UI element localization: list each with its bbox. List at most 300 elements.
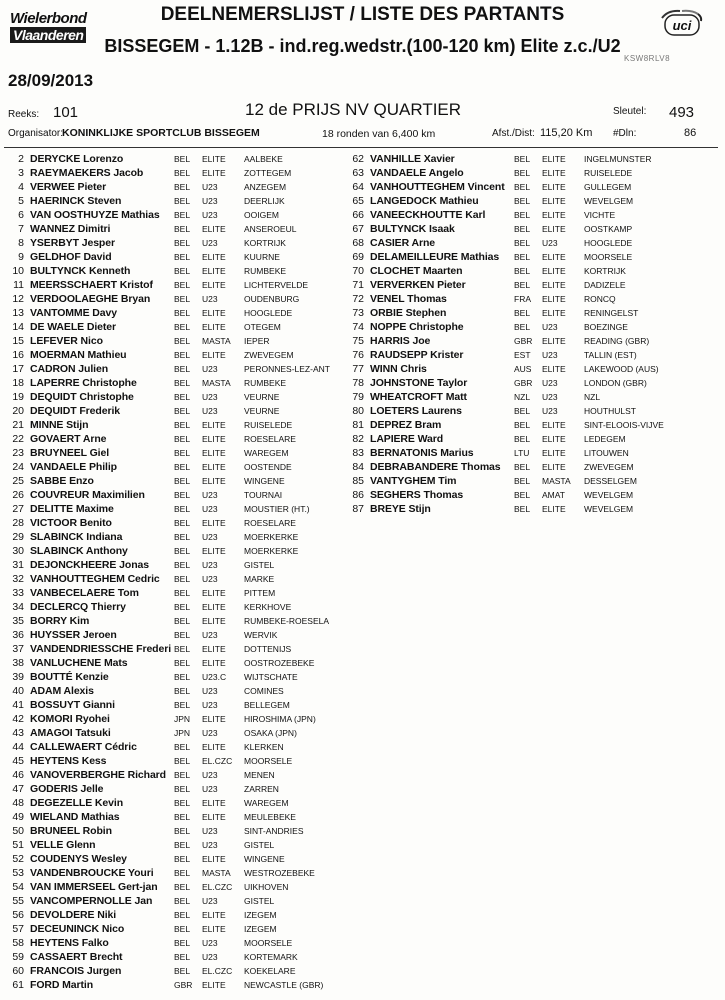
rider-club: MEULEBEKE	[244, 812, 296, 822]
sleutel-value: 493	[669, 104, 695, 121]
rider-name: VELLE Glenn	[30, 839, 96, 851]
rider-category: ELITE	[542, 462, 566, 472]
rider-category: ELITE	[202, 602, 226, 612]
rider-category: ELITE	[202, 518, 226, 528]
document-title: DEELNEMERSLIJST / LISTE DES PARTANTS	[160, 4, 565, 25]
rider-category: ELITE	[202, 798, 226, 808]
rider-number: 84	[352, 461, 364, 473]
rider-club: OOSTENDE	[244, 462, 292, 472]
rider-name: CASSAERT Brecht	[30, 951, 123, 963]
rider-category: ELITE	[202, 588, 226, 598]
rider-category: U23	[542, 322, 558, 332]
rider-name: DECLERCQ Thierry	[30, 601, 126, 613]
rider-number: 28	[12, 517, 24, 529]
rider-number: 80	[352, 405, 364, 417]
rider-club: WAREGEM	[244, 798, 289, 808]
rider-name: VANLUCHENE Mats	[30, 657, 128, 669]
rider-row	[0, 908, 364, 922]
rider-number: 18	[12, 377, 24, 389]
rider-number: 5	[18, 195, 24, 207]
rider-name: WANNEZ Dimitri	[30, 223, 111, 235]
rider-nationality: BEL	[174, 672, 191, 682]
rider-number: 39	[12, 671, 24, 683]
rider-category: ELITE	[202, 462, 226, 472]
rider-name: VANDENBROUCKE Youri	[30, 867, 154, 879]
rider-name: GOVAERT Arne	[30, 433, 107, 445]
rider-number: 3	[18, 167, 24, 179]
rider-name: WINN Chris	[370, 363, 427, 375]
rider-name: MINNE Stijn	[30, 419, 89, 431]
rider-name: VAN OOSTHUYZE Mathias	[30, 209, 160, 221]
rider-category: ELITE	[202, 980, 226, 990]
rider-nationality: BEL	[174, 308, 191, 318]
rider-row	[334, 222, 704, 236]
rider-row	[0, 600, 364, 614]
rider-club: IZEGEM	[244, 910, 277, 920]
rider-row	[0, 726, 364, 740]
rider-category: U23	[202, 700, 218, 710]
rider-row	[0, 390, 364, 404]
rider-number: 77	[352, 363, 364, 375]
rider-category: U23	[202, 392, 218, 402]
rider-club: OSAKA (JPN)	[244, 728, 297, 738]
rider-nationality: BEL	[174, 756, 191, 766]
rider-row	[0, 852, 364, 866]
rider-category: U23	[202, 364, 218, 374]
rider-nationality: BEL	[514, 252, 531, 262]
rider-name: CASIER Arne	[370, 237, 436, 249]
rider-category: MASTA	[202, 378, 231, 388]
rider-number: 62	[352, 153, 364, 165]
rider-club: GISTEL	[244, 840, 275, 850]
rider-category: ELITE	[202, 266, 226, 276]
rider-nationality: BEL	[174, 868, 191, 878]
laps-info: 18 ronden van 6,400 km	[322, 128, 436, 140]
rider-number: 27	[12, 503, 24, 515]
rider-row	[0, 516, 364, 530]
rider-row	[0, 348, 364, 362]
rider-number: 76	[352, 349, 364, 361]
rider-nationality: BEL	[514, 182, 531, 192]
rider-category: U23	[202, 196, 218, 206]
rider-category: U23	[542, 350, 558, 360]
rider-category: ELITE	[542, 294, 566, 304]
rider-nationality: BEL	[174, 322, 191, 332]
rider-row	[0, 306, 364, 320]
rider-nationality: EST	[514, 350, 531, 360]
rider-number: 31	[12, 559, 24, 571]
rider-nationality: BEL	[174, 952, 191, 962]
rider-nationality: BEL	[174, 700, 191, 710]
rider-number: 67	[352, 223, 364, 235]
rider-category: U23	[202, 490, 218, 500]
rider-nationality: BEL	[514, 476, 531, 486]
rider-club: RUMBEKE	[244, 266, 287, 276]
rider-nationality: BEL	[174, 896, 191, 906]
rider-nationality: BEL	[174, 294, 191, 304]
rider-name: DEJONCKHEERE Jonas	[30, 559, 149, 571]
rider-name: HARRIS Joe	[370, 335, 431, 347]
rider-name: KOMORI Ryohei	[30, 713, 110, 725]
rider-category: U23	[542, 392, 558, 402]
rider-club: KORTRIJK	[584, 266, 626, 276]
rider-nationality: BEL	[174, 616, 191, 626]
rider-nationality: BEL	[514, 168, 531, 178]
header-divider	[4, 147, 718, 148]
rider-name: GELDHOF David	[30, 251, 112, 263]
rider-number: 60	[12, 965, 24, 977]
rider-club: MOUSTIER (HT.)	[244, 504, 310, 514]
rider-number: 11	[13, 279, 24, 291]
rider-name: DELITTE Maxime	[30, 503, 114, 515]
rider-number: 35	[12, 615, 24, 627]
rider-name: BRUNEEL Robin	[30, 825, 112, 837]
rider-club: ZARREN	[244, 784, 279, 794]
rider-number: 72	[352, 293, 364, 305]
rider-club: KUURNE	[244, 252, 280, 262]
rider-row	[334, 404, 704, 418]
rider-nationality: BEL	[174, 742, 191, 752]
rider-club: IEPER	[244, 336, 270, 346]
rider-nationality: BEL	[174, 546, 191, 556]
rider-name: VANDAELE Philip	[30, 461, 117, 473]
rider-category: ELITE	[202, 812, 226, 822]
rider-number: 19	[12, 391, 24, 403]
rider-club: HOUTHULST	[584, 406, 636, 416]
rider-number: 26	[12, 489, 24, 501]
rider-row	[0, 152, 364, 166]
rider-nationality: BEL	[514, 154, 531, 164]
rider-number: 81	[352, 419, 364, 431]
rider-row	[334, 446, 704, 460]
rider-number: 86	[352, 489, 364, 501]
rider-number: 68	[352, 237, 364, 249]
rider-category: ELITE	[202, 644, 226, 654]
rider-club: ZWEVEGEM	[584, 462, 634, 472]
rider-category: ELITE	[542, 364, 566, 374]
rider-category: AMAT	[542, 490, 565, 500]
rider-nationality: NZL	[514, 392, 531, 402]
rider-nationality: GBR	[174, 980, 193, 990]
rider-nationality: JPN	[174, 714, 191, 724]
rider-number: 52	[12, 853, 24, 865]
rider-category: U23	[202, 686, 218, 696]
rider-name: CLOCHET Maarten	[370, 265, 463, 277]
rider-nationality: BEL	[174, 406, 191, 416]
rider-row	[334, 376, 704, 390]
rider-number: 48	[12, 797, 24, 809]
rider-number: 17	[12, 363, 24, 375]
rider-name: VANHILLE Xavier	[370, 153, 455, 165]
rider-nationality: BEL	[174, 658, 191, 668]
rider-nationality: BEL	[174, 182, 191, 192]
rider-row	[334, 180, 704, 194]
rider-nationality: BEL	[174, 910, 191, 920]
rider-number: 82	[352, 433, 364, 445]
rider-row	[334, 474, 704, 488]
rider-category: ELITE	[202, 910, 226, 920]
rider-category: ELITE	[202, 476, 226, 486]
rider-number: 66	[352, 209, 364, 221]
rider-category: MASTA	[202, 336, 231, 346]
rider-number: 16	[12, 349, 24, 361]
rider-club: MOORSELE	[584, 252, 633, 262]
rider-category: ELITE	[202, 448, 226, 458]
rider-category: ELITE	[202, 658, 226, 668]
rider-club: SINT-ANDRIES	[244, 826, 304, 836]
rider-name: VANEECKHOUTTE Karl	[370, 209, 486, 221]
rider-row	[334, 278, 704, 292]
rider-name: VANOVERBERGHE Richard	[30, 769, 166, 781]
rider-nationality: BEL	[174, 854, 191, 864]
rider-club: HOOGLEDE	[244, 308, 293, 318]
rider-row	[0, 418, 364, 432]
rider-nationality: BEL	[514, 504, 531, 514]
rider-category: U23	[202, 182, 218, 192]
rider-club: ROESELARE	[244, 434, 296, 444]
rider-club: READING (GBR)	[584, 336, 650, 346]
rider-row	[0, 180, 364, 194]
rider-number: 43	[12, 727, 24, 739]
rider-number: 8	[18, 237, 24, 249]
rider-row	[0, 376, 364, 390]
rider-club: ANZEGEM	[244, 182, 287, 192]
rider-club: OOIGEM	[244, 210, 279, 220]
rider-club: HIROSHIMA (JPN)	[244, 714, 316, 724]
rider-nationality: BEL	[514, 224, 531, 234]
rider-row	[0, 628, 364, 642]
organisator-label: Organisator:	[8, 128, 64, 139]
rider-nationality: JPN	[174, 728, 191, 738]
rider-number: 23	[12, 447, 24, 459]
rider-category: ELITE	[202, 308, 226, 318]
rider-nationality: BEL	[174, 686, 191, 696]
rider-category: U23	[202, 238, 218, 248]
rider-nationality: BEL	[174, 938, 191, 948]
rider-name: ORBIE Stephen	[370, 307, 447, 319]
rider-row	[334, 362, 704, 376]
rider-club: KOEKELARE	[244, 966, 296, 976]
rider-club: LEDEGEM	[584, 434, 626, 444]
rider-name: HEYTENS Kess	[30, 755, 107, 767]
rider-number: 45	[12, 755, 24, 767]
rider-name: COUVREUR Maximilien	[30, 489, 145, 501]
rider-row	[0, 432, 364, 446]
rider-row	[334, 488, 704, 502]
rider-number: 30	[12, 545, 24, 557]
rider-club: ANSEROEUL	[244, 224, 297, 234]
rider-club: KORTRIJK	[244, 238, 286, 248]
race-title: BISSEGEM - 1.12B - ind.reg.wedstr.(100-120 km) Elite z.c./U2	[104, 36, 621, 56]
rider-name: BOSSUYT Gianni	[30, 699, 115, 711]
rider-name: VERDOOLAEGHE Bryan	[30, 293, 151, 305]
rider-club: NEWCASTLE (GBR)	[244, 980, 324, 990]
rider-name: VANDAELE Angelo	[370, 167, 464, 179]
rider-name: VANTOMME Davy	[30, 307, 117, 319]
rider-nationality: BEL	[514, 406, 531, 416]
rider-name: DE WAELE Dieter	[30, 321, 117, 333]
rider-number: 71	[352, 279, 364, 291]
rider-row	[0, 250, 364, 264]
rider-category: MASTA	[542, 476, 571, 486]
rider-club: MARKE	[244, 574, 275, 584]
rider-club: WEVELGEM	[584, 490, 634, 500]
rider-category: U23	[542, 406, 558, 416]
rider-nationality: BEL	[514, 280, 531, 290]
rider-nationality: BEL	[514, 308, 531, 318]
rider-club: ZWEVEGEM	[244, 350, 294, 360]
rider-row	[0, 460, 364, 474]
rider-row	[0, 264, 364, 278]
rider-row	[334, 208, 704, 222]
rider-number: 49	[12, 811, 24, 823]
rider-name: AMAGOI Tatsuki	[30, 727, 111, 739]
participants-value: 86	[684, 127, 697, 139]
participants-label: #Dln:	[613, 128, 637, 139]
rider-number: 20	[12, 405, 24, 417]
rider-category: U23	[202, 504, 218, 514]
rider-club: MENEN	[244, 770, 275, 780]
rider-nationality: BEL	[174, 798, 191, 808]
rider-nationality: BEL	[174, 168, 191, 178]
rider-nationality: BEL	[174, 350, 191, 360]
rider-category: ELITE	[202, 168, 226, 178]
rider-club: DOTTENIJS	[244, 644, 292, 654]
rider-row	[0, 488, 364, 502]
rider-number: 6	[18, 209, 24, 221]
rider-club: WIJTSCHATE	[244, 672, 298, 682]
rider-name: MOERMAN Mathieu	[30, 349, 127, 361]
rider-club: NZL	[584, 392, 601, 402]
rider-row	[0, 684, 364, 698]
rider-club: SINT-ELOOIS-VIJVE	[584, 420, 664, 430]
rider-name: VANDENDRIESSCHE Frederi	[30, 643, 172, 655]
rider-nationality: BEL	[514, 238, 531, 248]
rider-name: VERWEE Pieter	[30, 181, 107, 193]
rider-category: ELITE	[202, 322, 226, 332]
rider-row	[0, 194, 364, 208]
sleutel-label: Sleutel:	[613, 106, 647, 117]
rider-row	[0, 502, 364, 516]
rider-category: ELITE	[542, 434, 566, 444]
rider-number: 15	[12, 335, 24, 347]
rider-club: WERVIK	[244, 630, 278, 640]
rider-category: ELITE	[202, 252, 226, 262]
rider-name: LEFEVER Nico	[30, 335, 103, 347]
rider-name: NOPPE Christophe	[370, 321, 464, 333]
rider-number: 87	[352, 503, 364, 515]
rider-name: COUDENYS Wesley	[30, 853, 127, 865]
rider-row	[0, 922, 364, 936]
rider-club: AALBEKE	[244, 154, 283, 164]
rider-category: ELITE	[542, 210, 566, 220]
rider-name: DECEUNINCK Nico	[30, 923, 125, 935]
rider-nationality: GBR	[514, 336, 533, 346]
rider-name: BULTYNCK Kenneth	[30, 265, 131, 277]
rider-number: 29	[12, 531, 24, 543]
rider-number: 83	[352, 447, 364, 459]
rider-number: 63	[352, 167, 364, 179]
rider-club: PITTEM	[244, 588, 276, 598]
rider-nationality: BEL	[514, 210, 531, 220]
rider-club: WINGENE	[244, 476, 285, 486]
rider-nationality: BEL	[174, 420, 191, 430]
race-date: 28/09/2013	[8, 71, 94, 90]
rider-name: VERVERKEN Pieter	[370, 279, 466, 291]
rider-category: U23	[202, 210, 218, 220]
rider-name: LANGEDOCK Mathieu	[370, 195, 479, 207]
rider-club: VEURNE	[244, 392, 280, 402]
rider-name: BULTYNCK Isaak	[370, 223, 455, 235]
rider-row	[334, 152, 704, 166]
rider-number: 41	[12, 699, 24, 711]
rider-row	[0, 166, 364, 180]
rider-category: ELITE	[542, 448, 566, 458]
rider-row	[0, 880, 364, 894]
rider-club: RUMBEKE	[244, 378, 287, 388]
rider-name: LOETERS Laurens	[370, 405, 462, 417]
rider-club: HOOGLEDE	[584, 238, 633, 248]
organisator-value: KONINKLIJKE SPORTCLUB BISSEGEM	[62, 127, 260, 139]
rider-row	[0, 894, 364, 908]
rider-category: U23.C	[202, 672, 227, 682]
rider-club: VICHTE	[584, 210, 616, 220]
rider-name: BORRY Kim	[30, 615, 90, 627]
rider-club: RENINGELST	[584, 308, 639, 318]
rider-name: RAUDSEPP Krister	[370, 349, 464, 361]
rider-nationality: BEL	[174, 364, 191, 374]
rider-name: CALLEWAERT Cédric	[30, 741, 137, 753]
rider-name: VENEL Thomas	[370, 293, 447, 305]
rider-name: HUYSSER Jeroen	[30, 629, 117, 641]
rider-name: DEBRABANDERE Thomas	[370, 461, 501, 473]
rider-row	[0, 740, 364, 754]
rider-category: U23	[202, 294, 218, 304]
rider-nationality: BEL	[514, 196, 531, 206]
uci-logo-text: uci	[672, 18, 692, 33]
rider-row	[0, 656, 364, 670]
rider-name: VANBECELAERE Tom	[30, 587, 139, 599]
rider-number: 74	[352, 321, 364, 333]
rider-row	[0, 544, 364, 558]
rider-category: U23	[202, 406, 218, 416]
rider-club: RUISELEDE	[244, 420, 293, 430]
rider-nationality: BEL	[174, 266, 191, 276]
rider-nationality: BEL	[174, 252, 191, 262]
rider-category: ELITE	[542, 182, 566, 192]
rider-category: U23	[202, 938, 218, 948]
rider-name: DEQUIDT Christophe	[30, 391, 134, 403]
reeks-value: 101	[53, 104, 79, 121]
rider-name: JOHNSTONE Taylor	[370, 377, 468, 389]
rider-number: 47	[12, 783, 24, 795]
rider-nationality: BEL	[174, 154, 191, 164]
rider-row	[0, 446, 364, 460]
rider-nationality: BEL	[174, 238, 191, 248]
rider-nationality: BEL	[174, 210, 191, 220]
rider-nationality: BEL	[174, 966, 191, 976]
rider-name: SABBE Enzo	[30, 475, 94, 487]
rider-row	[0, 320, 364, 334]
rider-category: ELITE	[202, 742, 226, 752]
rider-category: ELITE	[202, 546, 226, 556]
rider-club: COMINES	[244, 686, 284, 696]
rider-number: 32	[12, 573, 24, 585]
rider-row	[0, 236, 364, 250]
rider-number: 2	[18, 153, 24, 165]
rider-nationality: BEL	[514, 490, 531, 500]
rider-number: 70	[352, 265, 364, 277]
